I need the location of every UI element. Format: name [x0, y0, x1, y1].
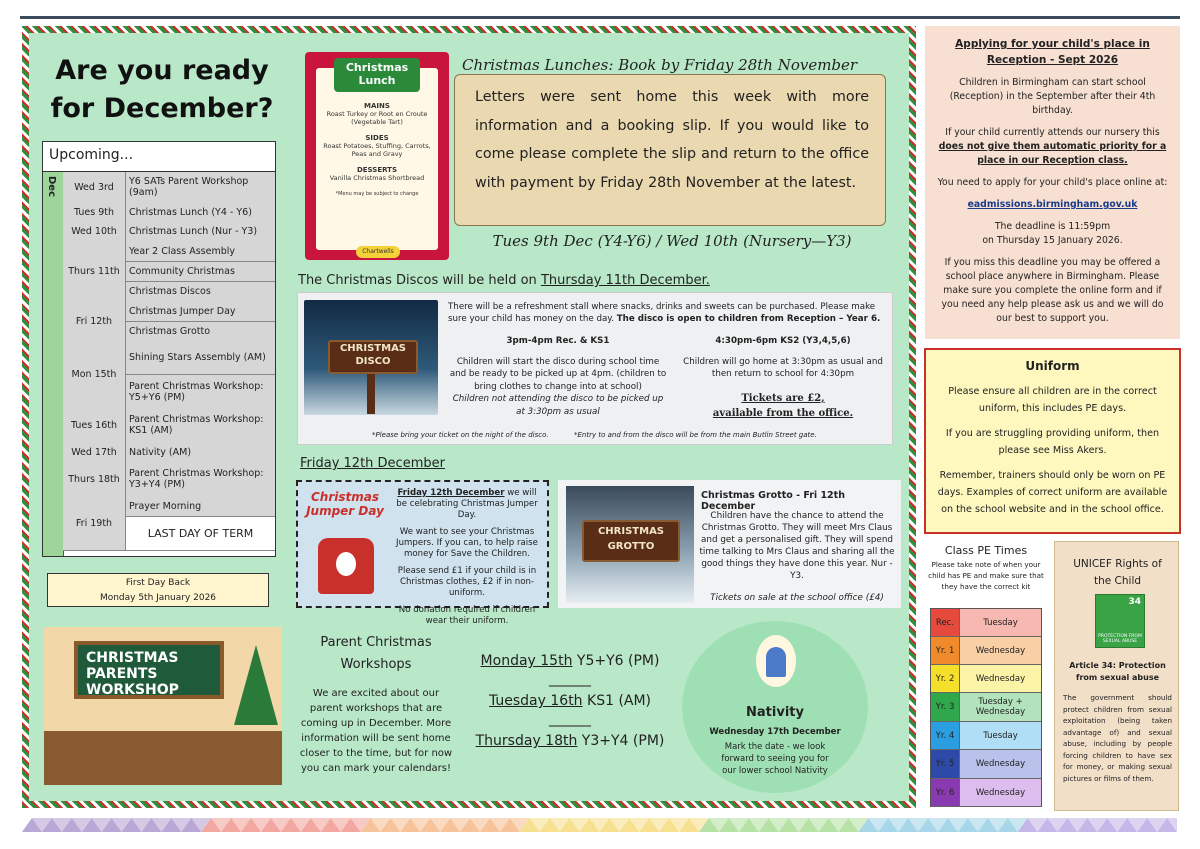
article-badge-text: PROTECTION FROM SEXUAL ABUSE — [1098, 634, 1142, 644]
workshops-title: Parent Christmas Workshops — [320, 635, 432, 672]
workshop-dates — [466, 653, 674, 749]
calendar-event: Y6 SATs Parent Workshop (9am) — [126, 172, 275, 202]
first-day-back-label: First Day Back — [125, 578, 191, 588]
pe-day: Wednesday — [960, 637, 1041, 664]
pe-day: Tuesday + Wednesday — [960, 693, 1041, 721]
calendar-event: Parent Christmas Workshop: Y3+Y4 (PM) — [126, 462, 275, 496]
jumper-p2: We want to see your Christmas Jumpers. If you can, to help raise money for Save the Children. — [396, 527, 538, 559]
calendar-event: Christmas Discos — [126, 281, 275, 301]
workshop-date-2-day: Tuesday 16th — [488, 693, 583, 709]
calendar-date: Tues 16th — [63, 408, 126, 442]
workshop-date-3-group: Y3+Y4 (PM) — [577, 733, 665, 749]
reception-deadline-time: The deadline is 11:59pm — [994, 221, 1111, 232]
pe-table — [930, 608, 1042, 807]
calendar-event: Parent Christmas Workshop: KS1 (AM) — [126, 408, 275, 442]
jumper-p3: Please send £1 if your child is in Christmas clothes, £2 if in non-uniform. — [397, 566, 537, 598]
disco-intro — [448, 301, 884, 325]
reception-p2-bold: does not give them automatic priority for a place in our Reception class. — [938, 141, 1167, 166]
jumper-day-logo: Christmas Jumper Day — [306, 490, 384, 518]
calendar-event: Nativity (AM) — [126, 442, 275, 462]
grotto-title: Christmas Grotto - Fri 12th December — [701, 490, 845, 512]
menu-desserts-heading: DESSERTS — [356, 166, 398, 174]
calendar-row — [63, 408, 275, 443]
calendar-date: Thurs 11th — [63, 241, 126, 301]
jumper-icon — [318, 538, 374, 594]
workshops-text — [296, 632, 456, 776]
month-label: Dec — [46, 176, 57, 198]
uniform-panel — [924, 348, 1181, 534]
pe-day: Wednesday — [960, 779, 1041, 806]
grotto-sign-image — [566, 486, 694, 603]
nativity-icon — [756, 635, 796, 687]
disco-col-late-title: 4:30pm-6pm KS2 (Y3,4,5,6) — [715, 336, 851, 346]
first-day-back — [47, 573, 269, 607]
pe-note: Please take note of when your child has PE and make sure that they have the correct kit — [928, 560, 1044, 591]
bottom-decoration — [22, 818, 1177, 832]
calendar-date: Fri 12th — [63, 301, 126, 341]
unicef-panel — [1054, 541, 1179, 811]
jumper-date: Friday 12th December — [397, 488, 505, 498]
pe-row — [931, 665, 1041, 693]
uniform-p2: If you are struggling providing uniform, then please see Miss Akers. — [945, 428, 1160, 456]
pe-heading: Class PE Times — [944, 544, 1028, 557]
uniform-p1: Please ensure all children are in the correct uniform, this includes PE days. — [948, 386, 1157, 414]
lunch-menu-title: Christmas Lunch — [334, 58, 420, 92]
pe-class: Yr. 2 — [931, 665, 960, 692]
calendar-date: Fri 19th — [63, 496, 126, 550]
disco-tickets-office: available from the office. — [712, 407, 854, 419]
title-line-1: Are you ready — [55, 55, 269, 86]
nativity-date: Wednesday 17th December — [709, 727, 841, 737]
upcoming-heading: Upcoming... — [43, 142, 275, 172]
top-rule — [20, 16, 1180, 19]
workshop-date-3-day: Thursday 18th — [475, 733, 578, 749]
month-column — [43, 172, 64, 556]
article-34-badge — [1095, 594, 1145, 648]
menu-desserts: Vanilla Christmas Shortbread — [329, 174, 425, 182]
disco-heading-prefix: The Christmas Discos will be held on — [298, 273, 541, 288]
pe-day: Tuesday — [960, 609, 1041, 636]
menu-note: *Menu may be subject to change — [335, 191, 419, 197]
eadmissions-link[interactable]: eadmissions.birmingham.gov.uk — [967, 199, 1138, 210]
pe-times — [925, 540, 1047, 592]
pe-day: Wednesday — [960, 750, 1041, 778]
disco-col-late-body: Children will go home at 3:30pm as usual and then return to school for 4:30pm — [683, 356, 883, 379]
pe-row — [931, 637, 1041, 665]
disco-heading-date: Thursday 11th December. — [540, 273, 710, 288]
uniform-heading: Uniform — [1025, 359, 1080, 373]
calendar-row — [63, 241, 275, 302]
disco-sign-text: CHRISTMAS DISCO — [328, 340, 418, 374]
pe-class: Yr. 3 — [931, 693, 960, 721]
grotto-tickets: Tickets on sale at the school office (£4) — [710, 593, 884, 603]
unicef-article-body: The government should protect children from sexual exploitation (being taken advantage of) and sexual abuse, including by people forcing children to have sex for money, or making sexual pictures or films of them. — [1063, 693, 1172, 783]
workshops-body: We are excited about our parent workshops that are coming up in December. More information will be sent home closer to the time, but for now you can mark your calendars! — [299, 688, 453, 774]
calendar-event: LAST DAY OF TERM — [126, 516, 275, 550]
pe-class: Yr. 5 — [931, 750, 960, 778]
lunches-dates: Tues 9th Dec (Y4-Y6) / Wed 10th (Nursery—Y3) — [492, 232, 852, 250]
calendar-date: Mon 15th — [63, 341, 126, 408]
calendar-row — [63, 341, 275, 409]
disco-col-early — [448, 335, 668, 418]
menu-sides: Roast Potatoes, Stuffing, Carrots, Peas and Gravy — [323, 142, 431, 158]
calendar-event: Christmas Lunch (Nur - Y3) — [126, 222, 275, 241]
pe-row — [931, 693, 1041, 722]
first-day-back-date: Monday 5th January 2026 — [99, 593, 217, 603]
pe-class: Yr. 4 — [931, 722, 960, 749]
calendar-row — [63, 442, 275, 463]
jumper-text — [392, 488, 542, 627]
pe-row — [931, 779, 1041, 807]
disco-heading — [298, 273, 710, 288]
title-line-2: for December? — [50, 93, 274, 124]
calendar-event: Christmas Jumper Day — [126, 301, 275, 321]
workshop-date-1-day: Monday 15th — [480, 653, 573, 669]
calendar-event: Prayer Morning — [126, 496, 275, 516]
calendar-row — [63, 202, 275, 223]
calendar-row — [63, 462, 275, 497]
pe-class: Rec. — [931, 609, 960, 636]
page-title — [46, 52, 278, 128]
lunch-menu — [316, 61, 438, 250]
reception-p2: If your child currently attends our nursery this — [945, 127, 1160, 138]
pe-day: Tuesday — [960, 722, 1041, 749]
calendar-date: Wed 3rd — [63, 172, 126, 202]
workshop-date-1-group: Y5+Y6 (PM) — [572, 653, 660, 669]
unicef-article-title: Article 34: Protection from sexual abuse — [1069, 661, 1166, 682]
reception-p1: Children in Birmingham can start school (Reception) in the September after their 4th birthday. — [949, 77, 1156, 116]
pe-row — [931, 609, 1041, 637]
disco-col-early-title: 3pm-4pm Rec. & KS1 — [506, 336, 610, 346]
calendar-event: Christmas Lunch (Y4 - Y6) — [126, 202, 275, 222]
workshop-separator: ______ — [549, 671, 591, 687]
menu-mains: Roast Turkey or Root en Croute (Vegetable Tart) — [326, 110, 428, 126]
friday-heading: Friday 12th December — [300, 456, 445, 471]
calendar-event: Shining Stars Assembly (AM) — [126, 341, 275, 374]
calendar-event: Parent Christmas Workshop: Y5+Y6 (PM) — [126, 374, 275, 408]
grotto-sign-text: CHRISTMAS GROTTO — [582, 520, 680, 562]
uniform-p3: Remember, trainers should only be worn on PE days. Examples of correct uniform are available on the school website and in the school office. — [937, 470, 1168, 515]
calendar-row — [63, 172, 275, 203]
lunches-heading: Christmas Lunches: Book by Friday 28th November — [462, 56, 858, 74]
calendar-row — [63, 222, 275, 242]
jumper-p1: we will be celebrating Christmas Jumper Day. — [396, 488, 538, 520]
reception-p3: You need to apply for your child's place online at: — [937, 177, 1168, 188]
nativity-body: Mark the date - we look forward to seeing you for our lower school Nativity — [721, 742, 829, 776]
reception-heading: Applying for your child's place in Reception - Sept 2026 — [955, 38, 1150, 66]
calendar-event: Year 2 Class Assembly — [126, 241, 275, 261]
article-badge-number: 34 — [1128, 597, 1141, 607]
calendar-date: Tues 9th — [63, 202, 126, 222]
reception-panel — [925, 26, 1180, 339]
jumper-p4: No donation required if children wear their uniform. — [398, 605, 536, 626]
menu-sides-heading: SIDES — [365, 134, 389, 142]
calendar-date: Wed 17th — [63, 442, 126, 462]
disco-footnote-ticket: *Please bring your ticket on the night of the disco. — [372, 431, 549, 439]
disco-col-late — [678, 335, 888, 421]
unicef-heading: UNICEF Rights of the Child — [1073, 558, 1162, 587]
workshop-separator: ______ — [549, 711, 591, 727]
chartwells-logo: Chartwells — [356, 246, 400, 258]
upcoming-calendar — [42, 141, 276, 557]
lunches-letter: Letters were sent home this week with more information and a booking slip. If you would like to come please complete the slip and return to the office with payment by Friday 28th November at the latest. — [454, 74, 886, 226]
pe-class: Yr. 6 — [931, 779, 960, 806]
workshop-image — [44, 627, 282, 785]
pe-day: Wednesday — [960, 665, 1041, 692]
disco-tickets-price: Tickets are £2, — [741, 392, 825, 404]
grotto-body: Children have the chance to attend the Christmas Grotto. They will meet Mrs Claus and get a personalised gift. They will spend time talking to Mrs Claus and sharing all the good things they have done this year. Nur - Y3. — [699, 511, 895, 581]
disco-intro-bold: The disco is open to children from Reception – Year 6. — [616, 314, 881, 324]
calendar-event: Christmas Grotto — [126, 321, 275, 341]
pe-row — [931, 722, 1041, 750]
disco-sign-image — [304, 300, 438, 415]
calendar-date: Thurs 18th — [63, 462, 126, 496]
disco-tickets — [678, 391, 888, 421]
reception-p5: If you miss this deadline you may be offered a school place anywhere in Birmingham. Please make sure you complete the online form and if you need any help please ask us and we will do our best to support you. — [941, 257, 1164, 324]
menu-mains-heading: MAINS — [364, 102, 390, 110]
pe-row — [931, 750, 1041, 779]
nativity-circle — [682, 621, 868, 793]
disco-intro-text: There will be a refreshment stall where snacks, drinks and sweets can be purchased. Please make sure your child has money on the day. — [448, 302, 876, 324]
calendar-row — [63, 496, 275, 551]
disco-col-early-body: Children will start the disco during school time and be ready to be picked up at 4pm. (children to bring clothes to change into at school) — [449, 356, 667, 392]
disco-footnote-entry: *Entry to and from the disco will be from the main Butlin Street gate. — [574, 431, 817, 439]
workshop-board-text: CHRISTMAS PARENTS WORKSHOP — [74, 641, 224, 699]
nativity-title: Nativity — [746, 705, 804, 720]
reception-deadline-date: on Thursday 15 January 2026. — [982, 235, 1123, 246]
workshop-date-2-group: KS1 (AM) — [582, 693, 652, 709]
jumper-day-panel — [296, 480, 549, 626]
calendar-row — [63, 301, 275, 342]
calendar-date: Wed 10th — [63, 222, 126, 241]
pe-class: Yr. 1 — [931, 637, 960, 664]
disco-col-early-note: Children not attending the disco to be picked up at 3:30pm as usual — [452, 394, 664, 417]
calendar-event: Community Christmas — [126, 261, 275, 281]
